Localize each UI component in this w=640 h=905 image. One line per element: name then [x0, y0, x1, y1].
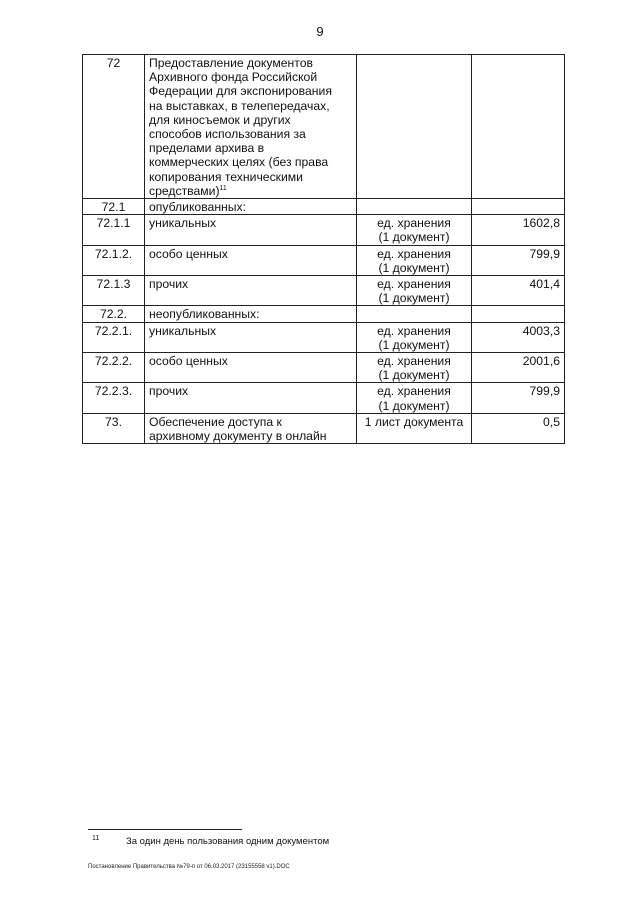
service-name-line	[149, 184, 352, 198]
service-name-text: опубликованных:	[149, 200, 247, 215]
service-name-line	[149, 170, 352, 184]
unit-of-measure	[357, 245, 472, 275]
footnote-reference: 11	[219, 184, 227, 192]
service-name-text: Предоставление документов	[149, 56, 313, 70]
service-name-text: пределами архива в	[149, 141, 265, 156]
service-name-line	[149, 155, 352, 169]
unit-line: (1 документ)	[378, 230, 450, 245]
unit-line: (1 документ)	[378, 398, 450, 413]
item-number: 72.1.2.	[83, 245, 145, 275]
price: 799,9	[472, 383, 565, 413]
table-row	[83, 306, 565, 322]
service-name-text: Федерации для экспонирования	[149, 84, 332, 99]
table-row	[83, 199, 565, 215]
unit-line: 1 лист документа	[364, 414, 464, 429]
service-name-text: прочих	[149, 277, 189, 292]
unit-of-measure	[357, 322, 472, 352]
item-number: 72.1.1	[83, 215, 145, 245]
item-number: 73.	[83, 413, 145, 443]
service-name-line	[149, 127, 352, 141]
service-name-text: прочих	[149, 384, 189, 399]
price	[472, 199, 565, 215]
service-name-text: коммерческих целях (без права	[149, 155, 329, 170]
table-row	[83, 276, 565, 306]
item-number: 72.1	[83, 199, 145, 215]
service-name	[145, 383, 357, 413]
service-name	[145, 199, 357, 215]
service-name-line	[149, 216, 352, 230]
unit-of-measure	[357, 276, 472, 306]
unit-line: ед. хранения	[377, 354, 451, 369]
service-name	[145, 413, 357, 443]
price: 2001,6	[472, 353, 565, 383]
service-name	[145, 55, 357, 199]
unit-line: (1 документ)	[378, 368, 450, 383]
page-number: 9	[316, 24, 324, 39]
item-number: 72.2.3.	[83, 383, 145, 413]
service-name-line	[149, 56, 352, 70]
unit-of-measure	[357, 353, 472, 383]
footnote-divider	[88, 829, 242, 830]
service-name-text: средствами)	[149, 183, 220, 198]
service-name-line	[149, 70, 352, 84]
service-name-text: для киносъемок и других	[149, 112, 291, 127]
table-row	[83, 413, 565, 443]
unit-of-measure	[357, 215, 472, 245]
footnote-text: За один день пользования одним документом	[126, 836, 330, 847]
unit-line: (1 документ)	[378, 260, 450, 275]
fee-table	[82, 54, 565, 444]
service-name-text: особо ценных	[149, 354, 228, 369]
service-name-text: неопубликованных:	[149, 307, 260, 322]
unit-line: ед. хранения	[377, 246, 451, 261]
item-number: 72.2.2.	[83, 353, 145, 383]
service-name-line	[149, 324, 352, 338]
service-name-line	[149, 247, 352, 261]
unit-of-measure	[357, 413, 472, 443]
service-name	[145, 276, 357, 306]
unit-of-measure	[357, 383, 472, 413]
service-name	[145, 353, 357, 383]
service-name-line	[149, 415, 352, 429]
unit-of-measure	[357, 55, 472, 199]
price: 799,9	[472, 245, 565, 275]
service-name	[145, 215, 357, 245]
unit-line: (1 документ)	[378, 337, 450, 352]
service-name-text: особо ценных	[149, 246, 228, 261]
item-number: 72	[83, 55, 145, 199]
unit-line: (1 документ)	[378, 291, 450, 306]
table-row	[83, 353, 565, 383]
unit-of-measure	[357, 306, 472, 322]
unit-line: ед. хранения	[377, 277, 451, 292]
service-name-text: Архивного фонда Российской	[149, 70, 318, 85]
service-name-line	[149, 113, 352, 127]
price: 4003,3	[472, 322, 565, 352]
service-name-text: копирования техническими	[149, 169, 303, 184]
table-row	[83, 322, 565, 352]
table-row	[83, 215, 565, 245]
price: 0,5	[472, 413, 565, 443]
price: 401,4	[472, 276, 565, 306]
service-name-line	[149, 84, 352, 98]
service-name-text: Обеспечение доступа к	[149, 414, 282, 429]
table-row	[83, 55, 565, 199]
unit-line: ед. хранения	[377, 384, 451, 399]
price	[472, 306, 565, 322]
service-name	[145, 322, 357, 352]
service-name-text: уникальных	[149, 323, 217, 338]
price: 1602,8	[472, 215, 565, 245]
table-row	[83, 245, 565, 275]
service-name	[145, 306, 357, 322]
service-name-line	[149, 277, 352, 291]
service-name-text: уникальных	[149, 216, 217, 231]
item-number: 72.1.3	[83, 276, 145, 306]
service-name	[145, 245, 357, 275]
service-name-line	[149, 384, 352, 398]
service-name-text: способов использования за	[149, 127, 306, 142]
service-name-line	[149, 200, 352, 214]
service-name-line	[149, 141, 352, 155]
table-row	[83, 383, 565, 413]
unit-line: ед. хранения	[377, 216, 451, 231]
service-name-line	[149, 99, 352, 113]
unit-of-measure	[357, 199, 472, 215]
service-name-line	[149, 429, 352, 443]
document-reference: Постановление Правительства №79-п от 06.03.2017 (23155558 v1).DOC	[88, 864, 290, 870]
service-name-text: архивному документу в онлайн	[149, 429, 327, 444]
item-number: 72.2.1.	[83, 322, 145, 352]
service-name-text: на выставках, в телепередачах,	[149, 98, 330, 113]
price	[472, 55, 565, 199]
item-number: 72.2.	[83, 306, 145, 322]
unit-line: ед. хранения	[377, 323, 451, 338]
footnote-mark: 11	[92, 835, 100, 842]
service-name-line	[149, 354, 352, 368]
service-name-line	[149, 307, 352, 321]
